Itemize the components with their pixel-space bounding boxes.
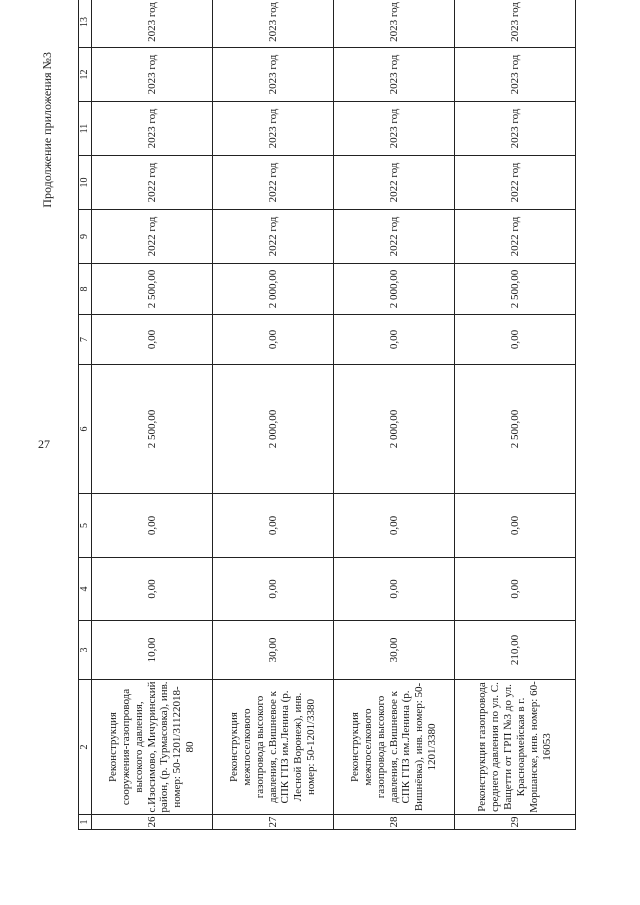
value-cell: 2023 год (455, 102, 576, 156)
header-cell: 9 (79, 210, 92, 264)
project-name-cell: Реконструкция межпоселкового газопровода высокого давления, с.Вишневое к СПК ГПЗ им.Ленина (р. Лесной Воронеж), инв. номер: 50-1201/3380 (213, 680, 334, 815)
project-name-cell: Реконструкция межпоселкового газопровода высокого давления, с.Вишневое к СПК ГПЗ им.Ленина (р. Вишнёвка), инв. номер: 50-1201/3380 (334, 680, 455, 815)
value-cell: 2022 год (455, 156, 576, 210)
table-row (213, 0, 334, 830)
value-cell: 0,00 (334, 315, 455, 365)
appendix-caption: Продолжение приложения №3 (40, 52, 54, 208)
header-cell: 10 (79, 156, 92, 210)
value-cell: 2 000,00 (213, 264, 334, 315)
value-cell: 210,00 (455, 621, 576, 680)
value-cell: 2 500,00 (92, 365, 213, 494)
value-cell: 0,00 (455, 315, 576, 365)
value-cell: 2022 год (92, 210, 213, 264)
value-cell: 2023 год (334, 48, 455, 102)
row-number-cell: 27 (213, 815, 334, 830)
value-cell: 2023 год (334, 0, 455, 48)
header-cell: 4 (79, 558, 92, 621)
header-cell: 13 (79, 0, 92, 48)
value-cell: 2 000,00 (213, 365, 334, 494)
value-cell: 0,00 (334, 558, 455, 621)
rotated-table-area (40, 2, 576, 830)
value-cell: 2022 год (334, 156, 455, 210)
row-number-cell: 28 (334, 815, 455, 830)
table-row (334, 0, 455, 830)
value-cell: 2022 год (213, 156, 334, 210)
value-cell: 2022 год (334, 210, 455, 264)
header-cell: 5 (79, 494, 92, 558)
table-row (92, 0, 213, 830)
row-number-cell: 29 (455, 815, 576, 830)
value-cell: 2022 год (213, 210, 334, 264)
header-cell: 1 (79, 815, 92, 830)
value-cell: 2022 год (455, 210, 576, 264)
value-cell: 0,00 (455, 558, 576, 621)
value-cell: 2023 год (92, 102, 213, 156)
header-cell: 6 (79, 365, 92, 494)
value-cell: 0,00 (213, 494, 334, 558)
value-cell: 0,00 (213, 558, 334, 621)
value-cell: 2023 год (92, 48, 213, 102)
projects-table (78, 0, 576, 830)
value-cell: 10,00 (92, 621, 213, 680)
value-cell: 2 000,00 (334, 365, 455, 494)
value-cell: 2023 год (455, 0, 576, 48)
header-cell: 3 (79, 621, 92, 680)
value-cell: 2023 год (213, 48, 334, 102)
value-cell: 2023 год (455, 48, 576, 102)
value-cell: 2022 год (92, 156, 213, 210)
header-cell: 2 (79, 680, 92, 815)
header-cell: 11 (79, 102, 92, 156)
value-cell: 2 000,00 (334, 264, 455, 315)
value-cell: 30,00 (334, 621, 455, 680)
value-cell: 2023 год (334, 102, 455, 156)
project-name-cell: Реконструкция сооружения-газопровода высокого давления, с.Изосимово, Мичуринский район, (р. Турмасовка), инв. номер: 50-1201/31122018-80 (92, 680, 213, 815)
value-cell: 0,00 (334, 494, 455, 558)
project-name-cell: Реконструкция газопровода среднего давления по ул. С. Ващетти от ГРП №3 до ул. Красноармейская в г. Моршанске, инв. номер: 60-16053 (455, 680, 576, 815)
value-cell: 0,00 (213, 315, 334, 365)
value-cell: 2023 год (213, 102, 334, 156)
table-row (455, 0, 576, 830)
value-cell: 0,00 (92, 558, 213, 621)
value-cell: 0,00 (92, 315, 213, 365)
value-cell: 2 500,00 (455, 264, 576, 315)
value-cell: 2 500,00 (455, 365, 576, 494)
value-cell: 2023 год (92, 0, 213, 48)
page-number: 27 (38, 437, 50, 451)
header-row (79, 0, 92, 830)
row-number-cell: 26 (92, 815, 213, 830)
header-cell: 12 (79, 48, 92, 102)
value-cell: 0,00 (455, 494, 576, 558)
value-cell: 0,00 (92, 494, 213, 558)
header-cell: 8 (79, 264, 92, 315)
value-cell: 30,00 (213, 621, 334, 680)
header-cell: 7 (79, 315, 92, 365)
value-cell: 2023 год (213, 0, 334, 48)
value-cell: 2 500,00 (92, 264, 213, 315)
